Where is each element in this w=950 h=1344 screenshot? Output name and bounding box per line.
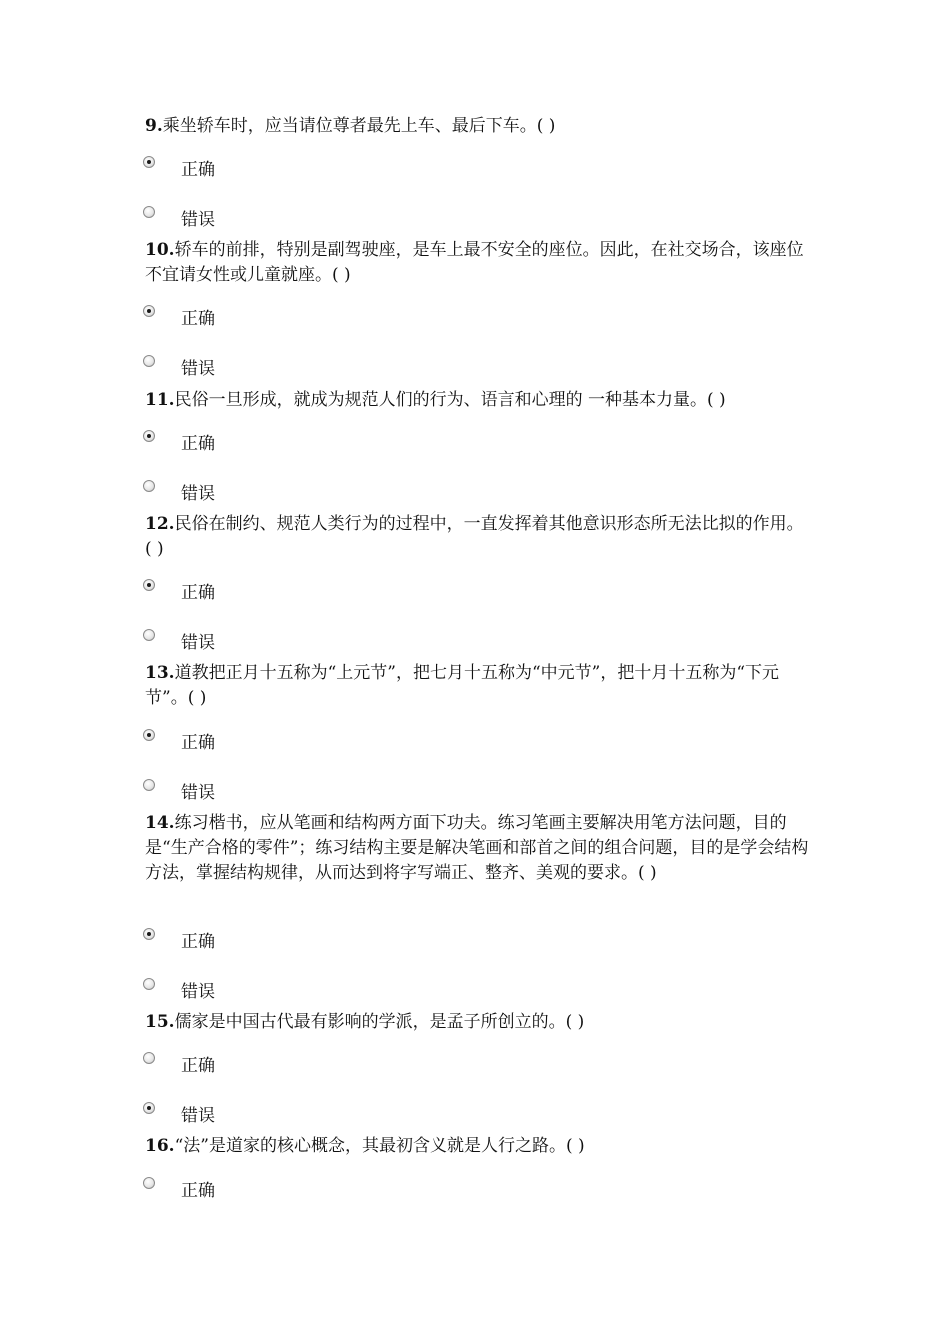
question-body: 民俗一旦形成，就成为规范人们的行为、语言和心理的 一种基本力量。( ) bbox=[174, 390, 726, 410]
answer-option-label: 错误 bbox=[181, 483, 215, 504]
radio-checked-icon[interactable] bbox=[143, 579, 155, 591]
answer-option-label: 正确 bbox=[181, 159, 215, 180]
radio-unchecked-icon[interactable] bbox=[143, 629, 155, 641]
answer-option[interactable] bbox=[143, 976, 343, 1002]
answer-option-label: 错误 bbox=[181, 209, 215, 230]
question-text bbox=[145, 661, 810, 711]
question-number: 14. bbox=[145, 813, 175, 833]
question-text bbox=[145, 114, 810, 139]
answer-option-label: 错误 bbox=[181, 782, 215, 803]
question-text bbox=[145, 811, 810, 886]
question-number: 15. bbox=[145, 1012, 175, 1032]
question-number: 11. bbox=[145, 390, 175, 410]
answer-option-label: 正确 bbox=[181, 1055, 215, 1076]
question-number: 13. bbox=[145, 663, 175, 683]
question-text bbox=[145, 388, 810, 413]
answer-option[interactable] bbox=[143, 1100, 343, 1126]
radio-checked-icon[interactable] bbox=[143, 1102, 155, 1114]
answer-option-label: 正确 bbox=[181, 931, 215, 952]
answer-option[interactable] bbox=[143, 428, 343, 454]
answer-option-label: 正确 bbox=[181, 433, 215, 454]
radio-checked-icon[interactable] bbox=[143, 305, 155, 317]
question-body: 儒家是中国古代最有影响的学派，是孟子所创立的。( ) bbox=[174, 1012, 585, 1032]
question-text bbox=[145, 1010, 810, 1035]
answer-option[interactable] bbox=[143, 154, 343, 180]
answer-option[interactable] bbox=[143, 303, 343, 329]
radio-unchecked-icon[interactable] bbox=[143, 1177, 155, 1189]
answer-option-label: 正确 bbox=[181, 582, 215, 603]
radio-unchecked-icon[interactable] bbox=[143, 355, 155, 367]
answer-option[interactable] bbox=[143, 353, 343, 379]
question-text bbox=[145, 238, 810, 288]
answer-option[interactable] bbox=[143, 627, 343, 653]
answer-option-label: 正确 bbox=[181, 1180, 215, 1201]
question-body: 轿车的前排，特别是副驾驶座，是车上最不安全的座位。因此，在社交场合，该座位不宜请女性或儿童就座。( ) bbox=[145, 240, 804, 285]
question-body: 练习楷书，应从笔画和结构两方面下功夫。练习笔画主要解决用笔方法问题，目的是“生产合格的零件”；练习结构主要是解决笔画和部首之间的组合问题，目的是学会结构方法，掌握结构规律，从而达到将字写端正、整齐、美观的要求。( ) bbox=[145, 813, 809, 883]
answer-option-label: 错误 bbox=[181, 1105, 215, 1126]
radio-checked-icon[interactable] bbox=[143, 156, 155, 168]
question-body: “法”是道家的核心概念，其最初含义就是人行之路。( ) bbox=[174, 1136, 585, 1156]
answer-option[interactable] bbox=[143, 1175, 343, 1201]
radio-unchecked-icon[interactable] bbox=[143, 978, 155, 990]
answer-option[interactable] bbox=[143, 478, 343, 504]
question-number: 16. bbox=[145, 1136, 175, 1156]
question-number: 12. bbox=[145, 514, 175, 534]
answer-option-label: 错误 bbox=[181, 358, 215, 379]
question-number: 10. bbox=[145, 240, 175, 260]
radio-checked-icon[interactable] bbox=[143, 729, 155, 741]
answer-option-label: 正确 bbox=[181, 732, 215, 753]
answer-option[interactable] bbox=[143, 926, 343, 952]
radio-checked-icon[interactable] bbox=[143, 430, 155, 442]
answer-option[interactable] bbox=[143, 577, 343, 603]
question-body: 民俗在制约、规范人类行为的过程中，一直发挥着其他意识形态所无法比拟的作用。( ) bbox=[145, 514, 804, 559]
answer-option-label: 正确 bbox=[181, 308, 215, 329]
question-text bbox=[145, 512, 810, 562]
radio-unchecked-icon[interactable] bbox=[143, 206, 155, 218]
question-number: 9. bbox=[145, 116, 163, 136]
radio-unchecked-icon[interactable] bbox=[143, 779, 155, 791]
answer-option[interactable] bbox=[143, 777, 343, 803]
answer-option[interactable] bbox=[143, 1050, 343, 1076]
radio-checked-icon[interactable] bbox=[143, 928, 155, 940]
answer-option[interactable] bbox=[143, 727, 343, 753]
question-body: 道教把正月十五称为“上元节”，把七月十五称为“中元节”，把十月十五称为“下元节”。( ) bbox=[145, 663, 780, 708]
radio-unchecked-icon[interactable] bbox=[143, 1052, 155, 1064]
radio-unchecked-icon[interactable] bbox=[143, 480, 155, 492]
answer-option-label: 错误 bbox=[181, 981, 215, 1002]
question-body: 乘坐轿车时，应当请位尊者最先上车、最后下车。( ) bbox=[162, 116, 556, 136]
question-text bbox=[145, 1134, 810, 1159]
answer-option-label: 错误 bbox=[181, 632, 215, 653]
answer-option[interactable] bbox=[143, 204, 343, 230]
